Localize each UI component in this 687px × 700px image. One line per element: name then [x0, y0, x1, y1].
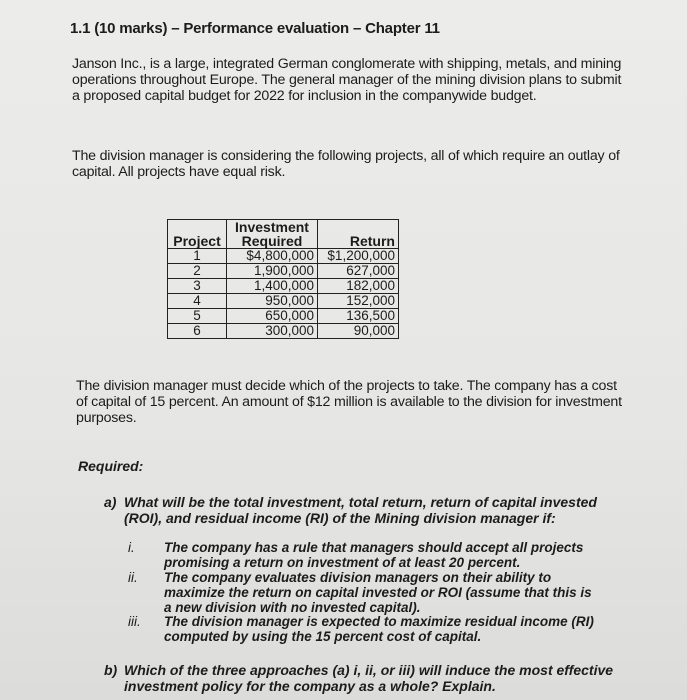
header-project: Project	[168, 220, 227, 249]
item-text: The company evaluates division managers on their ability to maximize the return on capital invested or ROI (assume that this is a new division with no invested capital).	[164, 570, 592, 615]
header-investment: Investment Required	[227, 220, 318, 249]
return-cell: 182,000	[318, 279, 399, 294]
investment-cell: $4,800,000	[227, 249, 318, 264]
table-row	[168, 309, 399, 324]
investment-cell: 950,000	[227, 294, 318, 309]
return-cell: $1,200,000	[318, 249, 399, 264]
table-row	[168, 279, 399, 294]
table-row	[168, 249, 399, 264]
question-b-text: Which of the three approaches (a) i, ii, or iii) will induce the most effective investment policy for the company as a whole? Explain.	[124, 662, 614, 694]
investment-cell: 1,400,000	[227, 279, 318, 294]
projects-table	[167, 219, 399, 339]
return-cell: 90,000	[318, 324, 399, 339]
return-cell: 136,500	[318, 309, 399, 324]
table-row	[168, 264, 399, 279]
item-number: iii.	[128, 614, 141, 629]
required-heading: Required:	[78, 458, 144, 474]
project-cell: 3	[168, 279, 227, 294]
question-a-text: What will be the total investment, total return, return of capital invested (ROI), and residual income (RI) of the Mining division manager if:	[124, 494, 597, 526]
table-row	[168, 294, 399, 309]
return-cell: 152,000	[318, 294, 399, 309]
investment-cell: 300,000	[227, 324, 318, 339]
table-header-row	[168, 220, 399, 249]
question-b	[104, 662, 624, 694]
question-a-label: a)	[104, 494, 117, 510]
question-a	[104, 494, 604, 526]
header-return: Return	[318, 220, 399, 249]
return-cell: 627,000	[318, 264, 399, 279]
project-cell: 1	[168, 249, 227, 264]
project-cell: 5	[168, 309, 227, 324]
item-number: i.	[128, 540, 135, 555]
project-cell: 6	[168, 324, 227, 339]
question-a-item-iii	[128, 614, 598, 644]
intro-paragraph: Janson Inc., is a large, integrated German conglomerate with shipping, metals, and mining operations throughout Europe. The general manager of the mining division plans to submit a proposed capital budget for 2022 for inclusion in the companywide budget.	[72, 56, 622, 104]
projects-intro-paragraph: The division manager is considering the following projects, all of which require an outlay of capital. All projects have equal risk.	[72, 148, 620, 180]
table-row	[168, 324, 399, 339]
decision-paragraph: The division manager must decide which of the projects to take. The company has a cost of capital of 15 percent. An amount of $12 million is available to the division for investment purposes.	[76, 378, 622, 426]
item-text: The company has a rule that managers should accept all projects promising a return on investment of at least 20 percent.	[164, 540, 584, 570]
investment-cell: 1,900,000	[227, 264, 318, 279]
question-a-item-ii	[128, 570, 598, 615]
project-cell: 2	[168, 264, 227, 279]
item-text: The division manager is expected to maximize residual income (RI) computed by using the 15 percent cost of capital.	[164, 614, 594, 644]
investment-cell: 650,000	[227, 309, 318, 324]
question-title: 1.1 (10 marks) – Performance evaluation – Chapter 11	[70, 20, 440, 37]
question-b-label: b)	[104, 662, 118, 678]
item-number: ii.	[128, 570, 138, 585]
question-a-item-i	[128, 540, 598, 570]
project-cell: 4	[168, 294, 227, 309]
